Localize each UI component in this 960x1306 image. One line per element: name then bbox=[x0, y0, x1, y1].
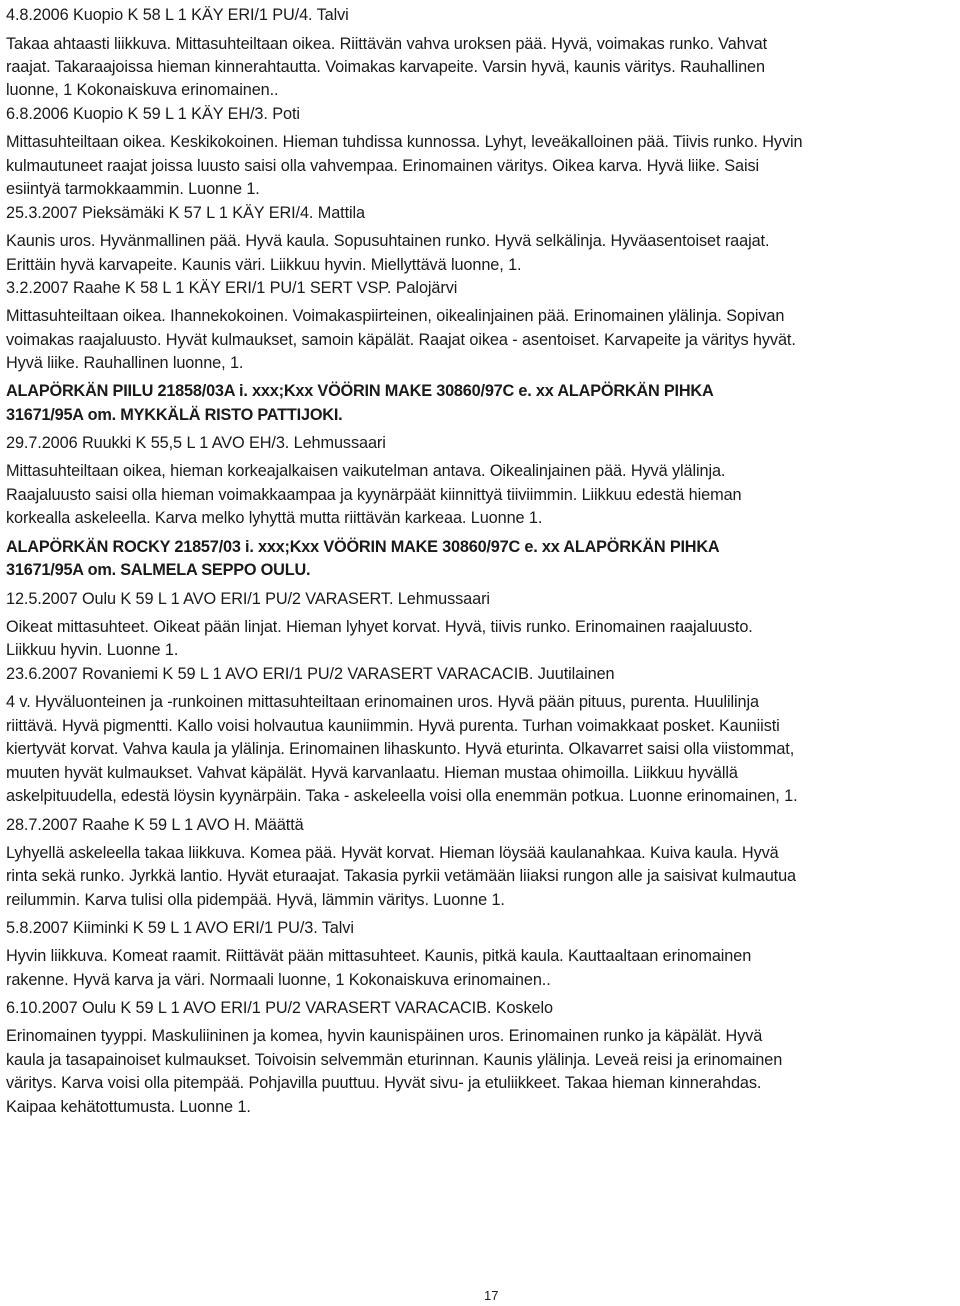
entry-text: kulmautuneet raajat joissa luusto saisi olla vahvempaa. Erinomainen väritys. Oikea karva. Hyvä liike. Saisi bbox=[6, 157, 760, 175]
entry-heading: 5.8.2007 Kiiminki K 59 L 1 AVO ERI/1 PU/3. Talvi bbox=[6, 919, 354, 937]
entry-text: Lyhyellä askeleella takaa liikkuva. Komea pää. Hyvät korvat. Hieman löysää kaulanahkaa. Kuiva kaula. Hyvä bbox=[6, 844, 779, 862]
entry-text: raajat. Takaraajoissa hieman kinnerahtautta. Voimakas karvapeite. Varsin hyvä, kaunis väritys. Rauhallinen bbox=[6, 58, 765, 76]
entry-heading: 6.8.2006 Kuopio K 59 L 1 KÄY EH/3. Poti bbox=[6, 105, 300, 123]
entry-text: riittävä. Hyvä pigmentti. Kallo voisi holvautua kauniimmin. Hyvä purenta. Turhan voimakkaat posket. Kauniisti bbox=[6, 717, 780, 735]
entry-text: Takaa ahtaasti liikkuva. Mittasuhteiltaan oikea. Riittävän vahva uroksen pää. Hyvä, voimakas runko. Vahvat bbox=[6, 35, 768, 53]
entry-text: luonne, 1 Kokonaiskuva erinomainen.. bbox=[6, 81, 279, 99]
entry-heading: 3.2.2007 Raahe K 58 L 1 KÄY ERI/1 PU/1 SERT VSP. Palojärvi bbox=[6, 279, 458, 297]
entry-text: Kaipaa kehätottumusta. Luonne 1. bbox=[6, 1098, 251, 1116]
entry-heading: 28.7.2007 Raahe K 59 L 1 AVO H. Määttä bbox=[6, 816, 304, 834]
entry-text: voimakas raajaluusto. Hyvät kulmaukset, samoin käpälät. Raajat oikea - asentoiset. Karvapeite ja väritys hyvät. bbox=[6, 331, 796, 349]
entry-text: Hyvin liikkuva. Komeat raamit. Riittävät pään mittasuhteet. Kaunis, pitkä kaula. Kauttaaltaan erinomainen bbox=[6, 947, 752, 965]
entry-text: Hyvä liike. Rauhallinen luonne, 1. bbox=[6, 354, 244, 372]
entry-text: Oikeat mittasuhteet. Oikeat pään linjat. Hieman lyhyet korvat. Hyvä, tiivis runko. Erinomainen raajaluusto. bbox=[6, 618, 753, 636]
entry-text: Mittasuhteiltaan oikea, hieman korkeajalkaisen vaikutelman antava. Oikealinjainen pää. Hyvä ylälinja. bbox=[6, 462, 726, 480]
dog-pedigree-heading: 31671/95A om. SALMELA SEPPO OULU. bbox=[6, 561, 311, 579]
entry-text: kiertyvät korvat. Vahva kaula ja ylälinja. Erinomainen lihaskunto. Hyvä eturinta. Olkavarret saisi olla viistommat, bbox=[6, 740, 795, 758]
entry-heading: 12.5.2007 Oulu K 59 L 1 AVO ERI/1 PU/2 VARASERT. Lehmussaari bbox=[6, 590, 490, 608]
dog-pedigree-heading: 31671/95A om. MYKKÄLÄ RISTO PATTIJOKI. bbox=[6, 406, 343, 424]
entry-text: Mittasuhteiltaan oikea. Ihannekokoinen. Voimakaspiirteinen, oikealinjainen pää. Erinomainen ylälinja. Sopivan bbox=[6, 307, 785, 325]
entry-text: reilummin. Karva tulisi olla pidempää. Hyvä, lämmin väritys. Luonne 1. bbox=[6, 891, 505, 909]
entry-text: Kaunis uros. Hyvänmallinen pää. Hyvä kaula. Sopusuhtainen runko. Hyvä selkälinja. Hyväasentoiset raajat. bbox=[6, 232, 770, 250]
entry-text: 4 v. Hyväluonteinen ja -runkoinen mittasuhteiltaan erinomainen uros. Hyvä pään pituus, purenta. Huulilinja bbox=[6, 693, 759, 711]
entry-heading: 25.3.2007 Pieksämäki K 57 L 1 KÄY ERI/4. Mattila bbox=[6, 204, 366, 222]
entry-heading: 29.7.2006 Ruukki K 55,5 L 1 AVO EH/3. Lehmussaari bbox=[6, 434, 386, 452]
dog-pedigree-heading: ALAPÖRKÄN ROCKY 21857/03 i. xxx;Kxx VÖÖRIN MAKE 30860/97C e. xx ALAPÖRKÄN PIHKA bbox=[6, 538, 720, 556]
entry-text: kaula ja tasapainoiset kulmaukset. Toivoisin selvemmän eturinnan. Kaunis ylälinja. Leveä reisi ja erinomainen bbox=[6, 1051, 783, 1069]
page-number: 17 bbox=[484, 1288, 499, 1303]
entry-text: esiintyä tarmokkaammin. Luonne 1. bbox=[6, 180, 260, 198]
entry-heading: 6.10.2007 Oulu K 59 L 1 AVO ERI/1 PU/2 VARASERT VARACACIB. Koskelo bbox=[6, 999, 553, 1017]
entry-text: Raajaluusto saisi olla hieman voimakkaampaa ja kyynärpäät kiinnittyä tiiviimmin. Liikkuu edestä hieman bbox=[6, 486, 742, 504]
entry-text: korkealla askeleella. Karva melko lyhyttä mutta riittävän karkeaa. Luonne 1. bbox=[6, 509, 543, 527]
dog-pedigree-heading: ALAPÖRKÄN PIILU 21858/03A i. xxx;Kxx VÖÖRIN MAKE 30860/97C e. xx ALAPÖRKÄN PIHKA bbox=[6, 382, 714, 400]
entry-text: Liikkuu hyvin. Luonne 1. bbox=[6, 641, 179, 659]
entry-text: väritys. Karva voisi olla pitempää. Pohjavilla puuttuu. Hyvät sivu- ja etuliikkeet. Takaa hieman kinnerahdas. bbox=[6, 1074, 762, 1092]
entry-heading: 23.6.2007 Rovaniemi K 59 L 1 AVO ERI/1 PU/2 VARASERT VARACACIB. Juutilainen bbox=[6, 665, 615, 683]
entry-text: Erinomainen tyyppi. Maskuliininen ja komea, hyvin kaunispäinen uros. Erinomainen runko ja käpälät. Hyvä bbox=[6, 1027, 763, 1045]
entry-heading: 4.8.2006 Kuopio K 58 L 1 KÄY ERI/1 PU/4. Talvi bbox=[6, 6, 349, 24]
entry-text: Mittasuhteiltaan oikea. Keskikokoinen. Hieman tuhdissa kunnossa. Lyhyt, leveäkalloinen pää. Tiivis runko. Hyvin bbox=[6, 133, 803, 151]
entry-text: rinta sekä runko. Jyrkkä lantio. Hyvät eturaajat. Takasia pyrkii vetämään liiaksi rungon alle ja saisivat kulmautua bbox=[6, 867, 796, 885]
entry-text: rakenne. Hyvä karva ja väri. Normaali luonne, 1 Kokonaiskuva erinomainen.. bbox=[6, 971, 551, 989]
entry-text: muuten hyvät kulmaukset. Vahvat käpälät. Hyvä karvanlaatu. Hieman mustaa ohimoilla. Liikkuu hyvällä bbox=[6, 764, 738, 782]
entry-text: askelpituudella, edestä löysin kyynärpäin. Taka - askeleella voisi olla enemmän potkua. Luonne erinomainen, 1. bbox=[6, 787, 798, 805]
entry-text: Erittäin hyvä karvapeite. Kaunis väri. Liikkuu hyvin. Miellyttävä luonne, 1. bbox=[6, 256, 522, 274]
